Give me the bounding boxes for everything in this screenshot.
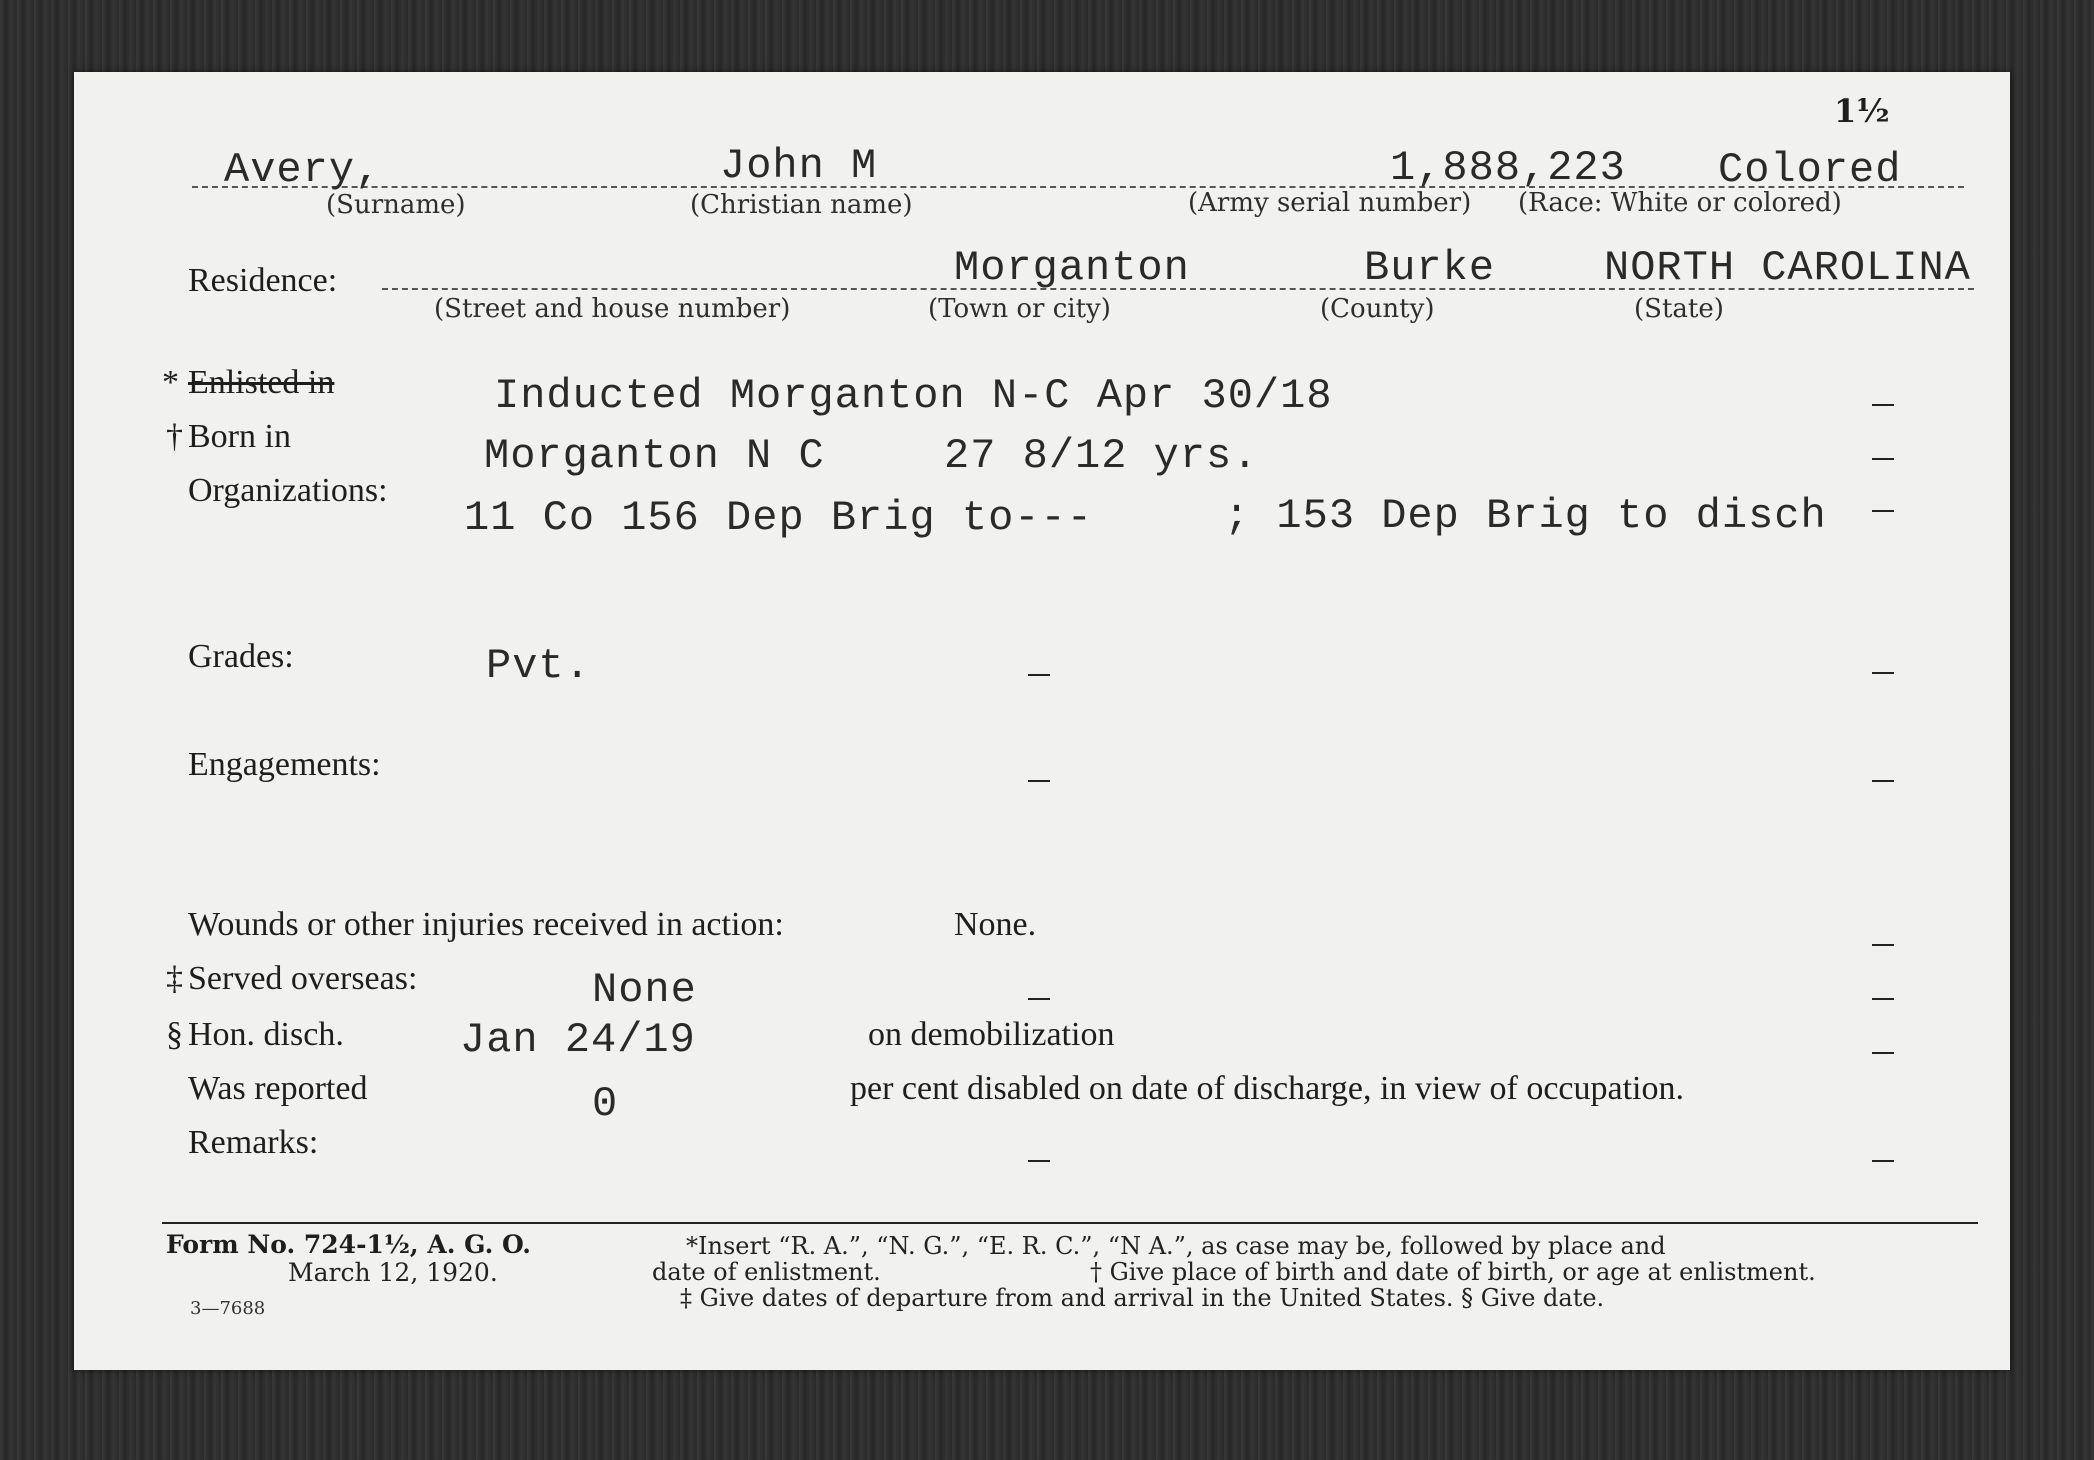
wounds-value: None. [954, 906, 1037, 943]
footnote-2b: † Give place of birth and date of birth, or age at enlistment. [1090, 1258, 1816, 1286]
county-caption: (County) [1320, 294, 1435, 324]
footer-rule [162, 1222, 1978, 1224]
residence-label: Residence: [188, 262, 338, 299]
state-value: NORTH CAROLINA [1604, 244, 1971, 292]
discharge-label: Hon. disch. [188, 1016, 344, 1053]
grades-label: Grades: [188, 638, 294, 675]
wounds-label: Wounds or other injuries received in action: [188, 906, 784, 943]
enlisted-label: Enlisted in [188, 364, 335, 401]
reported-label: Was reported [188, 1070, 368, 1107]
remarks-label: Remarks: [188, 1124, 319, 1161]
surname-value: Avery, [224, 146, 382, 194]
street-caption: (Street and house number) [434, 294, 791, 324]
index-card [74, 72, 2010, 1370]
organizations-label: Organizations: [188, 472, 388, 509]
engagements-mid-dash [1028, 780, 1050, 782]
card-number: 1½ [1834, 92, 1890, 130]
overseas-value: None [592, 966, 697, 1014]
state-caption: (State) [1634, 294, 1724, 324]
reported-text: per cent disabled on date of discharge, in view of occupation. [850, 1070, 1684, 1107]
discharge-note: on demobilization [868, 1016, 1115, 1053]
town-value: Morganton [954, 244, 1190, 292]
engagements-end-dash [1872, 780, 1894, 782]
remarks-end-dash [1872, 1160, 1894, 1162]
county-value: Burke [1364, 244, 1496, 292]
overseas-end-dash [1872, 998, 1894, 1000]
discharge-date-value: Jan 24/19 [460, 1016, 696, 1064]
organizations-value: 11 Co 156 Dep Brig to--- [464, 494, 1093, 542]
organizations-end-dash [1872, 510, 1894, 512]
engagements-label: Engagements: [188, 746, 381, 783]
christian-name-caption: (Christian name) [690, 190, 913, 220]
enlisted-marker: * [162, 364, 179, 401]
born-place-value: Morganton N C [484, 432, 825, 480]
born-age-value: 27 8/12 yrs. [944, 432, 1259, 480]
grades-end-dash [1872, 672, 1894, 674]
discharge-marker: § [166, 1016, 183, 1053]
discharge-end-dash [1872, 1052, 1894, 1054]
race-value: Colored [1718, 146, 1902, 194]
serial-number-value: 1,888,223 [1390, 144, 1626, 192]
overseas-mid-dash [1028, 998, 1050, 1000]
surname-caption: (Surname) [326, 190, 466, 220]
form-date: March 12, 1920. [288, 1258, 498, 1287]
race-caption: (Race: White or colored) [1518, 188, 1842, 218]
grades-value: Pvt. [486, 642, 591, 690]
grades-mid-dash [1028, 674, 1050, 676]
christian-name-value: John M [720, 142, 878, 190]
born-label: Born in [188, 418, 291, 455]
footnote-1: *Insert “R. A.”, “N. G.”, “E. R. C.”, “N A.”, as case may be, followed by place and [686, 1232, 1666, 1260]
enlisted-end-dash [1872, 404, 1894, 406]
reported-value: 0 [592, 1080, 619, 1128]
remarks-mid-dash [1028, 1160, 1050, 1162]
enlisted-value: Inducted Morganton N-C Apr 30/18 [494, 372, 1333, 420]
wounds-end-dash [1872, 944, 1894, 946]
serial-number-caption: (Army serial number) [1188, 188, 1472, 218]
overseas-marker: ‡ [166, 960, 183, 997]
organizations-value-2: ; 153 Dep Brig to disch [1224, 492, 1827, 540]
born-end-dash [1872, 458, 1894, 460]
town-caption: (Town or city) [928, 294, 1111, 324]
overseas-label: Served overseas: [188, 960, 418, 997]
form-code: 3—7688 [190, 1298, 266, 1319]
born-marker: † [166, 418, 183, 455]
footnote-3: ‡ Give dates of departure from and arrival in the United States. § Give date. [680, 1284, 1605, 1312]
footnote-2a: date of enlistment. [652, 1258, 881, 1286]
form-number: Form No. 724-1½, A. G. O. [166, 1230, 532, 1259]
